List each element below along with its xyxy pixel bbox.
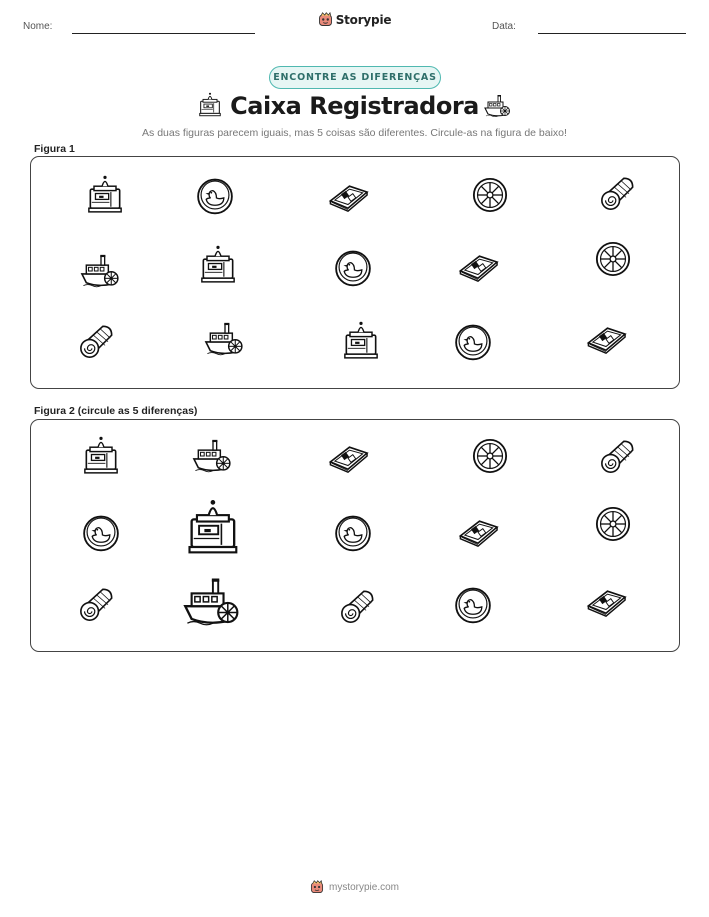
steamboat-icon[interactable]	[191, 434, 235, 478]
paper-roll-icon[interactable]	[75, 582, 119, 626]
banknote-stack-icon	[584, 315, 628, 359]
brand-logo	[0, 12, 709, 27]
wheel-icon[interactable]	[468, 434, 512, 478]
steamboat-icon	[481, 91, 515, 121]
steamboat-icon	[203, 317, 247, 361]
duck-coin-icon	[193, 173, 237, 217]
name-label: Nome:	[23, 21, 53, 32]
wheel-icon	[468, 173, 512, 217]
cash-register-icon[interactable]	[181, 496, 245, 560]
storypie-logo-icon	[310, 880, 324, 894]
duck-coin-icon	[331, 245, 375, 289]
worksheet-type-badge: ENCONTRE AS DIFERENÇAS	[269, 66, 441, 89]
steamboat-icon	[79, 249, 123, 293]
instructions-text: As duas figuras parecem iguais, mas 5 coisas são diferentes. Circule-as na figura de baixo!	[142, 127, 567, 139]
figure-1-panel	[30, 156, 680, 389]
banknote-stack-icon[interactable]	[584, 578, 628, 622]
page-title: Caixa Registradora	[230, 92, 479, 120]
steamboat-icon[interactable]	[181, 570, 245, 634]
figure-2-label: Figura 2 (circule as 5 diferenças)	[34, 405, 198, 417]
paper-roll-icon	[75, 319, 119, 363]
footer-url: mystorypie.com	[328, 881, 399, 893]
banknote-stack-icon[interactable]	[456, 508, 500, 552]
date-line[interactable]	[538, 33, 686, 34]
banknote-stack-icon[interactable]	[326, 434, 370, 478]
name-line[interactable]	[72, 33, 255, 34]
figure-1-label: Figura 1	[34, 143, 75, 155]
paper-roll-icon[interactable]	[596, 434, 640, 478]
duck-coin-icon[interactable]	[451, 582, 495, 626]
wheel-icon[interactable]	[591, 502, 635, 546]
cash-register-icon[interactable]	[79, 434, 123, 478]
duck-coin-icon[interactable]	[79, 510, 123, 554]
banknote-stack-icon	[326, 173, 370, 217]
footer	[0, 880, 709, 894]
storypie-logo-icon	[318, 12, 333, 27]
duck-coin-icon	[451, 319, 495, 363]
figure-2-panel[interactable]	[30, 419, 680, 652]
paper-roll-icon[interactable]	[336, 584, 380, 628]
duck-coin-icon[interactable]	[331, 510, 375, 554]
date-label: Data:	[492, 21, 516, 32]
wheel-icon	[591, 237, 635, 281]
cash-register-icon	[83, 173, 127, 217]
cash-register-icon	[339, 319, 383, 363]
paper-roll-icon	[596, 171, 640, 215]
cash-register-icon	[196, 243, 240, 287]
brand-name: Storypie	[335, 12, 392, 27]
banknote-stack-icon	[456, 243, 500, 287]
